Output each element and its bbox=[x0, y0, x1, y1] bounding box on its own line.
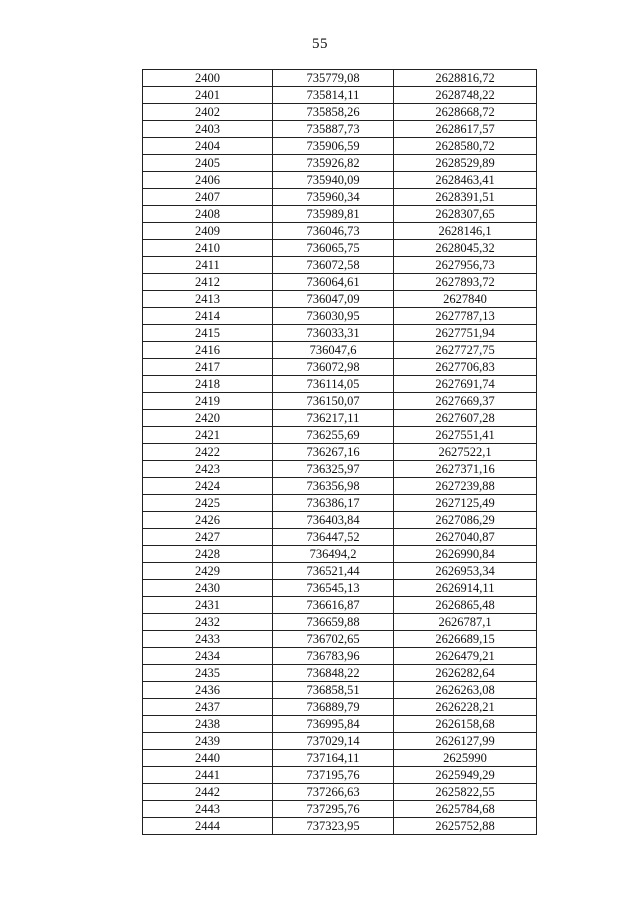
point-number-cell: 2423 bbox=[143, 461, 273, 478]
x-coordinate-cell: 736783,96 bbox=[273, 648, 394, 665]
table-row bbox=[143, 750, 537, 767]
y-coordinate-cell: 2627551,41 bbox=[394, 427, 537, 444]
y-coordinate-cell: 2628580,72 bbox=[394, 138, 537, 155]
point-number-cell: 2434 bbox=[143, 648, 273, 665]
point-number-cell: 2419 bbox=[143, 393, 273, 410]
table-row bbox=[143, 189, 537, 206]
x-coordinate-cell: 735989,81 bbox=[273, 206, 394, 223]
y-coordinate-cell: 2626865,48 bbox=[394, 597, 537, 614]
point-number-cell: 2424 bbox=[143, 478, 273, 495]
point-number-cell: 2415 bbox=[143, 325, 273, 342]
point-number-cell: 2409 bbox=[143, 223, 273, 240]
table-row bbox=[143, 104, 537, 121]
x-coordinate-cell: 736072,58 bbox=[273, 257, 394, 274]
point-number-cell: 2420 bbox=[143, 410, 273, 427]
point-number-cell: 2414 bbox=[143, 308, 273, 325]
y-coordinate-cell: 2627040,87 bbox=[394, 529, 537, 546]
point-number-cell: 2436 bbox=[143, 682, 273, 699]
x-coordinate-cell: 736995,84 bbox=[273, 716, 394, 733]
table-row bbox=[143, 291, 537, 308]
x-coordinate-cell: 737323,95 bbox=[273, 818, 394, 835]
x-coordinate-cell: 736521,44 bbox=[273, 563, 394, 580]
x-coordinate-cell: 736217,11 bbox=[273, 410, 394, 427]
y-coordinate-cell: 2626990,84 bbox=[394, 546, 537, 563]
y-coordinate-cell: 2628045,32 bbox=[394, 240, 537, 257]
point-number-cell: 2428 bbox=[143, 546, 273, 563]
x-coordinate-cell: 735887,73 bbox=[273, 121, 394, 138]
y-coordinate-cell: 2625949,29 bbox=[394, 767, 537, 784]
y-coordinate-cell: 2627727,75 bbox=[394, 342, 537, 359]
table-row bbox=[143, 257, 537, 274]
x-coordinate-cell: 736255,69 bbox=[273, 427, 394, 444]
y-coordinate-cell: 2627751,94 bbox=[394, 325, 537, 342]
y-coordinate-cell: 2627371,16 bbox=[394, 461, 537, 478]
table-row bbox=[143, 665, 537, 682]
coordinates-table bbox=[142, 69, 537, 835]
y-coordinate-cell: 2627691,74 bbox=[394, 376, 537, 393]
y-coordinate-cell: 2627956,73 bbox=[394, 257, 537, 274]
x-coordinate-cell: 735779,08 bbox=[273, 70, 394, 87]
point-number-cell: 2400 bbox=[143, 70, 273, 87]
x-coordinate-cell: 736659,88 bbox=[273, 614, 394, 631]
table-row bbox=[143, 512, 537, 529]
point-number-cell: 2443 bbox=[143, 801, 273, 818]
table-row bbox=[143, 410, 537, 427]
table-row bbox=[143, 376, 537, 393]
x-coordinate-cell: 737266,63 bbox=[273, 784, 394, 801]
table-row bbox=[143, 223, 537, 240]
y-coordinate-cell: 2627706,83 bbox=[394, 359, 537, 376]
x-coordinate-cell: 737164,11 bbox=[273, 750, 394, 767]
x-coordinate-cell: 736848,22 bbox=[273, 665, 394, 682]
point-number-cell: 2406 bbox=[143, 172, 273, 189]
x-coordinate-cell: 736065,75 bbox=[273, 240, 394, 257]
y-coordinate-cell: 2628307,65 bbox=[394, 206, 537, 223]
y-coordinate-cell: 2625822,55 bbox=[394, 784, 537, 801]
point-number-cell: 2422 bbox=[143, 444, 273, 461]
y-coordinate-cell: 2626689,15 bbox=[394, 631, 537, 648]
point-number-cell: 2438 bbox=[143, 716, 273, 733]
x-coordinate-cell: 736494,2 bbox=[273, 546, 394, 563]
point-number-cell: 2431 bbox=[143, 597, 273, 614]
point-number-cell: 2410 bbox=[143, 240, 273, 257]
table-row bbox=[143, 801, 537, 818]
y-coordinate-cell: 2627840 bbox=[394, 291, 537, 308]
x-coordinate-cell: 736356,98 bbox=[273, 478, 394, 495]
y-coordinate-cell: 2628529,89 bbox=[394, 155, 537, 172]
table-row bbox=[143, 325, 537, 342]
y-coordinate-cell: 2628391,51 bbox=[394, 189, 537, 206]
x-coordinate-cell: 736403,84 bbox=[273, 512, 394, 529]
y-coordinate-cell: 2626953,34 bbox=[394, 563, 537, 580]
table-row bbox=[143, 597, 537, 614]
table-row bbox=[143, 172, 537, 189]
table-row bbox=[143, 308, 537, 325]
x-coordinate-cell: 737029,14 bbox=[273, 733, 394, 750]
table-row bbox=[143, 138, 537, 155]
point-number-cell: 2413 bbox=[143, 291, 273, 308]
table-row bbox=[143, 427, 537, 444]
x-coordinate-cell: 736114,05 bbox=[273, 376, 394, 393]
x-coordinate-cell: 736047,6 bbox=[273, 342, 394, 359]
x-coordinate-cell: 736545,13 bbox=[273, 580, 394, 597]
point-number-cell: 2433 bbox=[143, 631, 273, 648]
point-number-cell: 2435 bbox=[143, 665, 273, 682]
point-number-cell: 2412 bbox=[143, 274, 273, 291]
point-number-cell: 2441 bbox=[143, 767, 273, 784]
table-row bbox=[143, 563, 537, 580]
x-coordinate-cell: 736889,79 bbox=[273, 699, 394, 716]
x-coordinate-cell: 735858,26 bbox=[273, 104, 394, 121]
point-number-cell: 2407 bbox=[143, 189, 273, 206]
point-number-cell: 2439 bbox=[143, 733, 273, 750]
point-number-cell: 2401 bbox=[143, 87, 273, 104]
x-coordinate-cell: 736858,51 bbox=[273, 682, 394, 699]
x-coordinate-cell: 737195,76 bbox=[273, 767, 394, 784]
point-number-cell: 2432 bbox=[143, 614, 273, 631]
x-coordinate-cell: 736616,87 bbox=[273, 597, 394, 614]
table-row bbox=[143, 733, 537, 750]
x-coordinate-cell: 736064,61 bbox=[273, 274, 394, 291]
x-coordinate-cell: 736267,16 bbox=[273, 444, 394, 461]
x-coordinate-cell: 736150,07 bbox=[273, 393, 394, 410]
point-number-cell: 2408 bbox=[143, 206, 273, 223]
point-number-cell: 2427 bbox=[143, 529, 273, 546]
table-row bbox=[143, 240, 537, 257]
table-row bbox=[143, 784, 537, 801]
table-row bbox=[143, 70, 537, 87]
table-row bbox=[143, 495, 537, 512]
point-number-cell: 2437 bbox=[143, 699, 273, 716]
y-coordinate-cell: 2627669,37 bbox=[394, 393, 537, 410]
coordinates-table-body bbox=[143, 70, 537, 835]
point-number-cell: 2444 bbox=[143, 818, 273, 835]
x-coordinate-cell: 737295,76 bbox=[273, 801, 394, 818]
y-coordinate-cell: 2626127,99 bbox=[394, 733, 537, 750]
table-row bbox=[143, 206, 537, 223]
y-coordinate-cell: 2627239,88 bbox=[394, 478, 537, 495]
x-coordinate-cell: 736030,95 bbox=[273, 308, 394, 325]
x-coordinate-cell: 736072,98 bbox=[273, 359, 394, 376]
point-number-cell: 2405 bbox=[143, 155, 273, 172]
x-coordinate-cell: 736046,73 bbox=[273, 223, 394, 240]
table-row bbox=[143, 478, 537, 495]
table-row bbox=[143, 87, 537, 104]
table-row bbox=[143, 461, 537, 478]
table-row bbox=[143, 155, 537, 172]
table-row bbox=[143, 529, 537, 546]
y-coordinate-cell: 2628668,72 bbox=[394, 104, 537, 121]
point-number-cell: 2402 bbox=[143, 104, 273, 121]
point-number-cell: 2440 bbox=[143, 750, 273, 767]
y-coordinate-cell: 2627086,29 bbox=[394, 512, 537, 529]
y-coordinate-cell: 2628816,72 bbox=[394, 70, 537, 87]
y-coordinate-cell: 2627125,49 bbox=[394, 495, 537, 512]
y-coordinate-cell: 2627893,72 bbox=[394, 274, 537, 291]
y-coordinate-cell: 2628463,41 bbox=[394, 172, 537, 189]
table-row bbox=[143, 631, 537, 648]
y-coordinate-cell: 2628748,22 bbox=[394, 87, 537, 104]
table-row bbox=[143, 699, 537, 716]
point-number-cell: 2403 bbox=[143, 121, 273, 138]
point-number-cell: 2416 bbox=[143, 342, 273, 359]
x-coordinate-cell: 736325,97 bbox=[273, 461, 394, 478]
y-coordinate-cell: 2628146,1 bbox=[394, 223, 537, 240]
point-number-cell: 2426 bbox=[143, 512, 273, 529]
table-row bbox=[143, 682, 537, 699]
x-coordinate-cell: 735926,82 bbox=[273, 155, 394, 172]
y-coordinate-cell: 2628617,57 bbox=[394, 121, 537, 138]
y-coordinate-cell: 2626282,64 bbox=[394, 665, 537, 682]
table-row bbox=[143, 767, 537, 784]
point-number-cell: 2425 bbox=[143, 495, 273, 512]
table-row bbox=[143, 716, 537, 733]
x-coordinate-cell: 736702,65 bbox=[273, 631, 394, 648]
y-coordinate-cell: 2627607,28 bbox=[394, 410, 537, 427]
page-number: 55 bbox=[312, 36, 328, 52]
y-coordinate-cell: 2626787,1 bbox=[394, 614, 537, 631]
point-number-cell: 2421 bbox=[143, 427, 273, 444]
table-row bbox=[143, 444, 537, 461]
table-row bbox=[143, 580, 537, 597]
y-coordinate-cell: 2626479,21 bbox=[394, 648, 537, 665]
table-row bbox=[143, 648, 537, 665]
y-coordinate-cell: 2627787,13 bbox=[394, 308, 537, 325]
y-coordinate-cell: 2626263,08 bbox=[394, 682, 537, 699]
x-coordinate-cell: 736047,09 bbox=[273, 291, 394, 308]
table-row bbox=[143, 546, 537, 563]
x-coordinate-cell: 735814,11 bbox=[273, 87, 394, 104]
x-coordinate-cell: 736033,31 bbox=[273, 325, 394, 342]
table-row bbox=[143, 614, 537, 631]
table-row bbox=[143, 818, 537, 835]
table-row bbox=[143, 393, 537, 410]
point-number-cell: 2430 bbox=[143, 580, 273, 597]
y-coordinate-cell: 2626228,21 bbox=[394, 699, 537, 716]
y-coordinate-cell: 2625990 bbox=[394, 750, 537, 767]
table-row bbox=[143, 342, 537, 359]
y-coordinate-cell: 2626158,68 bbox=[394, 716, 537, 733]
point-number-cell: 2442 bbox=[143, 784, 273, 801]
x-coordinate-cell: 736386,17 bbox=[273, 495, 394, 512]
point-number-cell: 2429 bbox=[143, 563, 273, 580]
point-number-cell: 2418 bbox=[143, 376, 273, 393]
table-row bbox=[143, 121, 537, 138]
table-row bbox=[143, 359, 537, 376]
point-number-cell: 2411 bbox=[143, 257, 273, 274]
y-coordinate-cell: 2625752,88 bbox=[394, 818, 537, 835]
y-coordinate-cell: 2626914,11 bbox=[394, 580, 537, 597]
x-coordinate-cell: 735906,59 bbox=[273, 138, 394, 155]
x-coordinate-cell: 736447,52 bbox=[273, 529, 394, 546]
table-row bbox=[143, 274, 537, 291]
y-coordinate-cell: 2625784,68 bbox=[394, 801, 537, 818]
point-number-cell: 2417 bbox=[143, 359, 273, 376]
y-coordinate-cell: 2627522,1 bbox=[394, 444, 537, 461]
point-number-cell: 2404 bbox=[143, 138, 273, 155]
x-coordinate-cell: 735940,09 bbox=[273, 172, 394, 189]
x-coordinate-cell: 735960,34 bbox=[273, 189, 394, 206]
